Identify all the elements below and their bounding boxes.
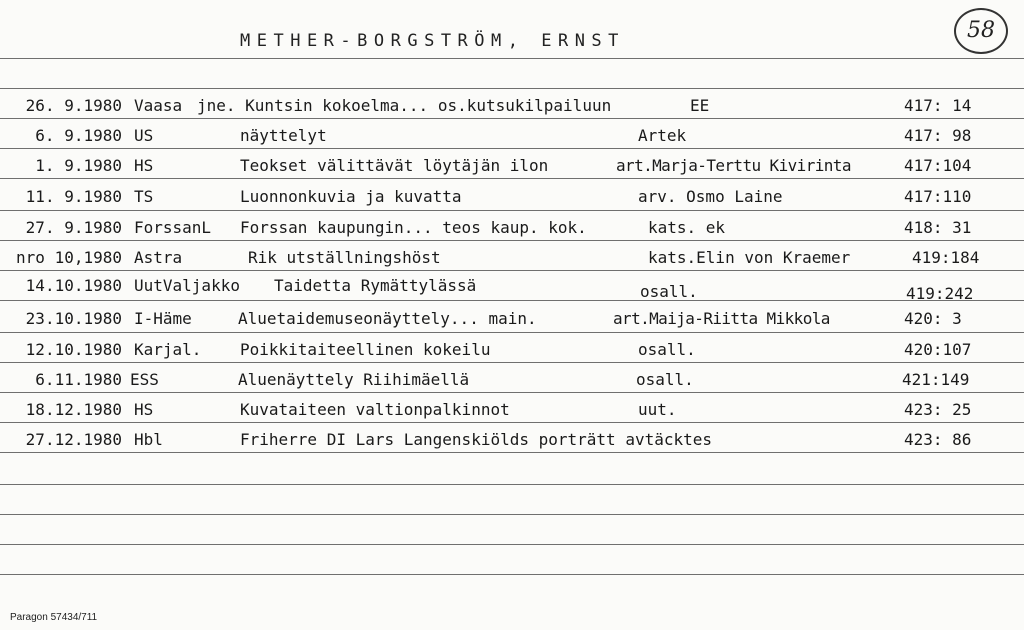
entry-ref: 423: 25 [904, 400, 972, 419]
entry-note: arv. Osmo Laine [638, 187, 783, 206]
entry-description: Luonnonkuvia ja kuvatta [240, 187, 462, 206]
entry-ref: 418: 31 [904, 218, 972, 237]
entry-note: osall. [638, 340, 696, 359]
rule-line [0, 514, 1024, 515]
entry-row [0, 366, 1024, 394]
entry-source: US [134, 126, 154, 145]
entry-description: Kuvataiteen valtionpalkinnot [240, 400, 510, 419]
entry-date: 1. 9.1980 [35, 156, 122, 175]
entry-description: Poikkitaiteellinen kokeilu [240, 340, 491, 359]
entry-row [0, 214, 1024, 242]
card-number: 58 [954, 8, 1008, 54]
entry-ref: 420:107 [904, 340, 972, 359]
entry-row [0, 122, 1024, 150]
entry-note: kats.Elin von Kraemer [648, 248, 851, 267]
rule-line [0, 544, 1024, 545]
entry-description: Rik utställningshöst [248, 248, 441, 267]
entry-note: art.Maija-Riitta Mikkola [613, 309, 830, 328]
entry-ref: 417: 14 [904, 96, 972, 115]
entry-source: UutValjakko [134, 276, 240, 295]
entry-row [0, 152, 1024, 180]
entry-date: 14.10.1980 [25, 276, 122, 295]
entry-description: näyttelyt [240, 126, 327, 145]
entry-note: EE [690, 96, 710, 115]
entry-ref: 421:149 [902, 370, 970, 389]
entry-source: Astra [134, 248, 183, 267]
rule-line [0, 300, 1024, 301]
entry-note: Artek [638, 126, 687, 145]
entry-date: 27.12.1980 [25, 430, 122, 449]
entry-source: HS [134, 400, 154, 419]
entry-description: Aluenäyttely Riihimäellä [238, 370, 470, 389]
rule-line [0, 484, 1024, 485]
entry-row [0, 426, 1024, 454]
entry-ref: 417: 98 [904, 126, 972, 145]
entry-row [0, 92, 1024, 120]
rule-line [0, 88, 1024, 89]
entry-note: osall. [640, 282, 698, 301]
entry-note: uut. [638, 400, 677, 419]
entry-row [0, 244, 1024, 272]
entry-ref: 417:104 [904, 156, 972, 175]
entry-source: Karjal. [134, 340, 202, 359]
entry-date: 26. 9.1980 [25, 96, 122, 115]
entry-ref: 419:184 [912, 248, 980, 267]
entry-row [0, 396, 1024, 424]
entry-ref: 420: 3 [904, 309, 962, 328]
entry-source: ESS [130, 370, 159, 389]
entry-row [0, 305, 1024, 333]
entry-description: Forssan kaupungin... teos kaup. kok. [240, 218, 587, 237]
entry-row [0, 336, 1024, 364]
entry-source: Vaasa [134, 96, 183, 115]
entry-date: 6. 9.1980 [35, 126, 122, 145]
entry-row [0, 272, 1024, 303]
card-title: METHER-BORGSTRÖM, ERNST [240, 31, 625, 51]
entry-source: TS [134, 187, 154, 206]
entry-description: Teokset välittävät löytäjän ilon [240, 156, 549, 175]
entry-date: 27. 9.1980 [25, 218, 122, 237]
rule-line [0, 574, 1024, 575]
entry-source: I-Häme [134, 309, 192, 328]
entry-description: Friherre DI Lars Langenskiölds porträtt avtäcktes [240, 430, 713, 449]
entry-date: 11. 9.1980 [25, 187, 122, 206]
entry-note: kats. ek [648, 218, 726, 237]
entry-ref: 419:242 [906, 284, 974, 303]
entry-date: 23.10.1980 [25, 309, 122, 328]
entry-note: art.Marja-Terttu Kivirinta [616, 156, 851, 175]
entry-source: HS [134, 156, 154, 175]
entry-description: Taidetta Rymättylässä [274, 276, 477, 295]
entry-description: jne. Kuntsin kokoelma... os.kutsukilpailuun [197, 96, 612, 115]
entry-date: 18.12.1980 [25, 400, 122, 419]
entry-description: Aluetaidemuseonäyttely... main. [238, 309, 537, 328]
entry-date: 12.10.1980 [25, 340, 122, 359]
entry-row [0, 183, 1024, 211]
entry-date: nro 10,1980 [16, 248, 122, 267]
entry-ref: 417:110 [904, 187, 972, 206]
card-footer: Paragon 57434/711 [10, 612, 98, 623]
entry-source: ForssanL [134, 218, 212, 237]
rule-line [0, 58, 1024, 59]
entry-date: 6.11.1980 [35, 370, 122, 389]
entry-ref: 423: 86 [904, 430, 972, 449]
entry-note: osall. [636, 370, 694, 389]
entry-source: Hbl [134, 430, 163, 449]
